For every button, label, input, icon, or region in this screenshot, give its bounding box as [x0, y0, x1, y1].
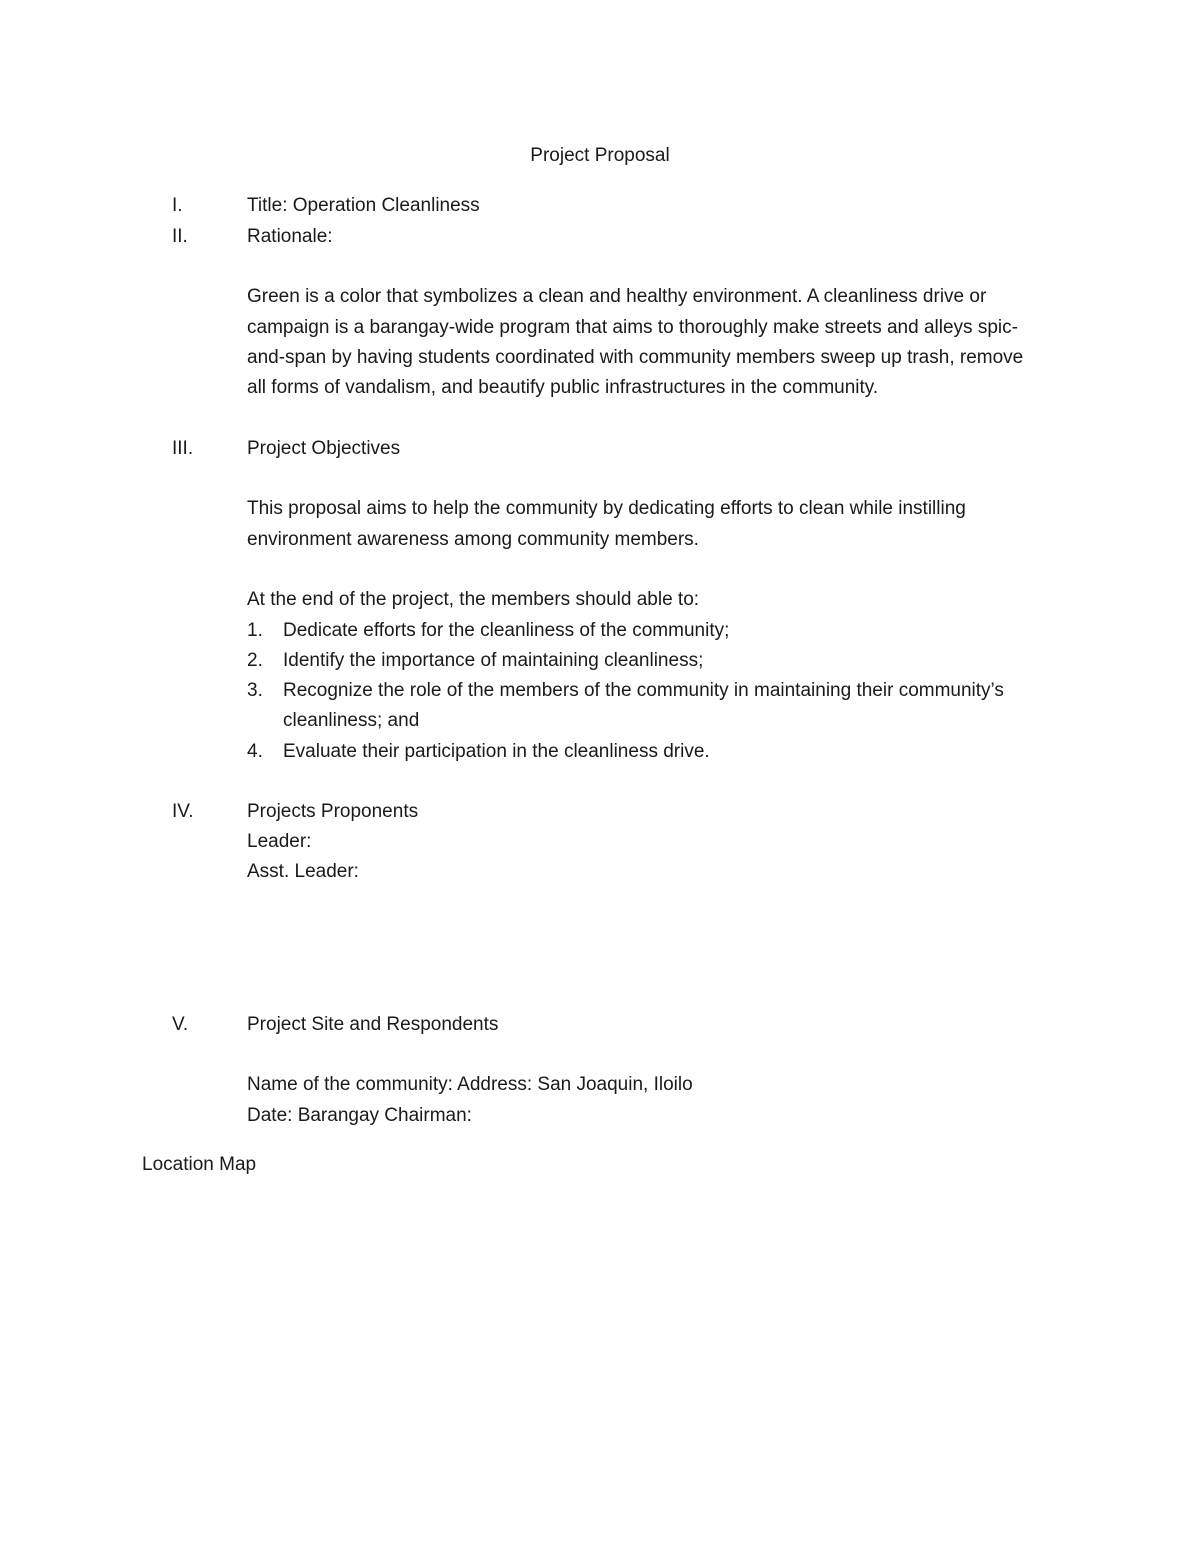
section-numeral-title: I. [172, 195, 183, 216]
section-title-label: Title: Operation Cleanliness [247, 195, 480, 216]
objective-item: Evaluate their participation in the cleanliness drive. [283, 741, 710, 762]
objective-number: 1. [247, 620, 263, 641]
objective-number: 2. [247, 650, 263, 671]
objectives-intro-line-2: environment awareness among community members. [247, 529, 699, 550]
objective-item-continuation: cleanliness; and [283, 710, 420, 731]
rationale-line-1: Green is a color that symbolizes a clean and healthy environment. A cleanliness drive or [247, 286, 987, 307]
proponents-leader: Leader: [247, 831, 312, 852]
proponents-asst-leader: Asst. Leader: [247, 861, 359, 882]
section-objectives-label: Project Objectives [247, 438, 401, 459]
objectives-list-intro: At the end of the project, the members should able to: [247, 589, 700, 610]
rationale-line-3: and-span by having students coordinated with community members sweep up trash, remove [247, 347, 1024, 368]
section-proponents-label: Projects Proponents [247, 801, 419, 822]
section-numeral-proponents: IV. [172, 801, 194, 822]
site-date-line: Date: Barangay Chairman: [247, 1105, 472, 1126]
section-rationale-label: Rationale: [247, 226, 333, 247]
objectives-intro-line-1: This proposal aims to help the community by dedicating efforts to clean while instilling [247, 498, 966, 519]
objective-number: 4. [247, 741, 263, 762]
objective-item: Identify the importance of maintaining cleanliness; [283, 650, 704, 671]
objective-number: 3. [247, 680, 263, 701]
section-numeral-rationale: II. [172, 226, 188, 247]
rationale-line-2: campaign is a barangay-wide program that aims to thoroughly make streets and alleys spic- [247, 317, 1018, 338]
objective-item: Recognize the role of the members of the community in maintaining their community’s [283, 680, 1004, 701]
objective-item: Dedicate efforts for the cleanliness of the community; [283, 620, 730, 641]
rationale-line-4: all forms of vandalism, and beautify public infrastructures in the community. [247, 377, 879, 398]
site-community-line: Name of the community: Address: San Joaquin, Iloilo [247, 1074, 693, 1095]
location-map-label: Location Map [142, 1154, 257, 1175]
document-title: Project Proposal [530, 145, 670, 166]
section-numeral-objectives: III. [172, 438, 194, 459]
section-numeral-site: V. [172, 1014, 189, 1035]
section-site-label: Project Site and Respondents [247, 1014, 499, 1035]
